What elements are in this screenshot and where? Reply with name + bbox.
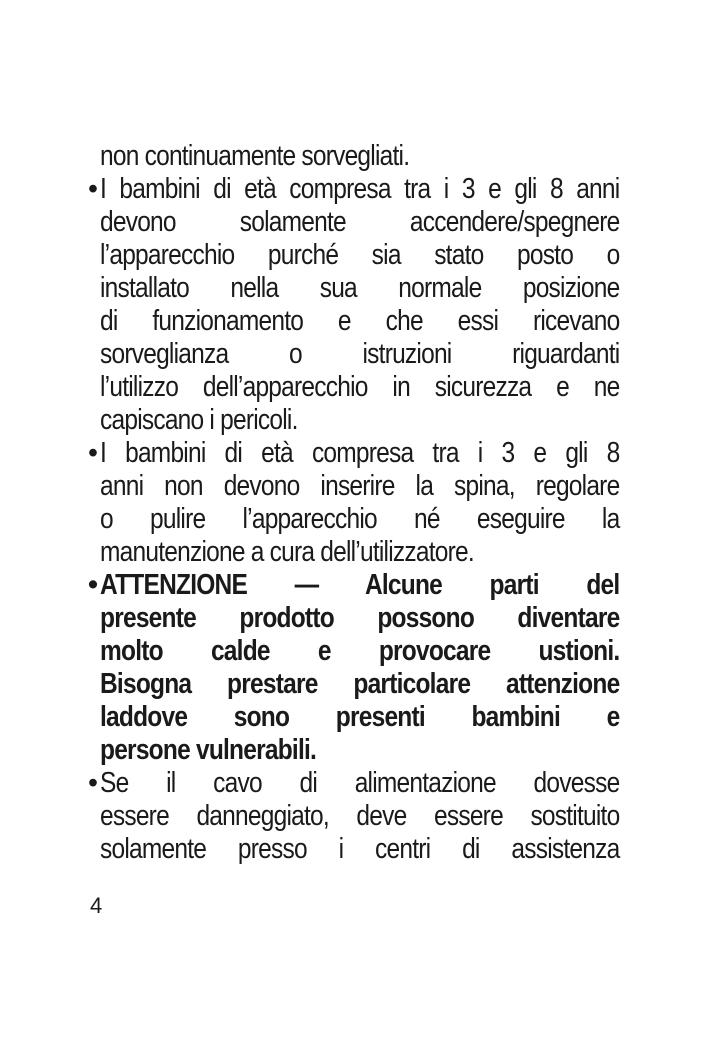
bullet-marker: •	[88, 173, 98, 205]
warning-line: ATTENZIONE — Alcune parti del	[100, 569, 620, 601]
text-line: Se il cavo di alimentazione dovesse	[100, 767, 620, 799]
text-line: l’apparecchio purché sia stato posto o	[100, 239, 620, 271]
text-line: capiscano i pericoli.	[100, 404, 298, 436]
text-line: solamente presso i centri di assistenza	[100, 833, 620, 865]
text-line: devono solamente accendere/spegnere	[100, 206, 620, 238]
text-line: sorveglianza o istruzioni riguardanti	[100, 338, 620, 370]
text-line: essere danneggiato, deve essere sostituito	[100, 800, 620, 832]
bullet-marker: •	[88, 569, 98, 601]
text-line: I bambini di età compresa tra i 3 e gli 8	[100, 437, 620, 469]
warning-line: presente prodotto possono diventare	[100, 602, 620, 634]
warning-line: laddove sono presenti bambini e	[100, 701, 620, 733]
warning-line: persone vulnerabili.	[100, 734, 317, 766]
text-line: I bambini di età compresa tra i 3 e gli 8 anni	[100, 173, 620, 205]
bullet-marker: •	[88, 437, 98, 469]
page-number: 4	[90, 893, 103, 918]
text-line: l’utilizzo dell’apparecchio in sicurezza e ne	[100, 371, 620, 403]
text-line: non continuamente sorvegliati.	[100, 140, 410, 172]
text-line: di funzionamento e che essi ricevano	[100, 305, 620, 337]
warning-line: molto calde e provocare ustioni.	[100, 635, 620, 667]
text-line: manutenzione a cura dell’utilizzatore.	[100, 536, 474, 568]
text-line: anni non devono inserire la spina, regolare	[100, 470, 620, 502]
text-line: installato nella sua normale posizione	[100, 272, 620, 304]
bullet-marker: •	[88, 767, 98, 799]
text-line: o pulire l’apparecchio né eseguire la	[100, 503, 620, 535]
warning-line: Bisogna prestare particolare attenzione	[100, 668, 620, 700]
